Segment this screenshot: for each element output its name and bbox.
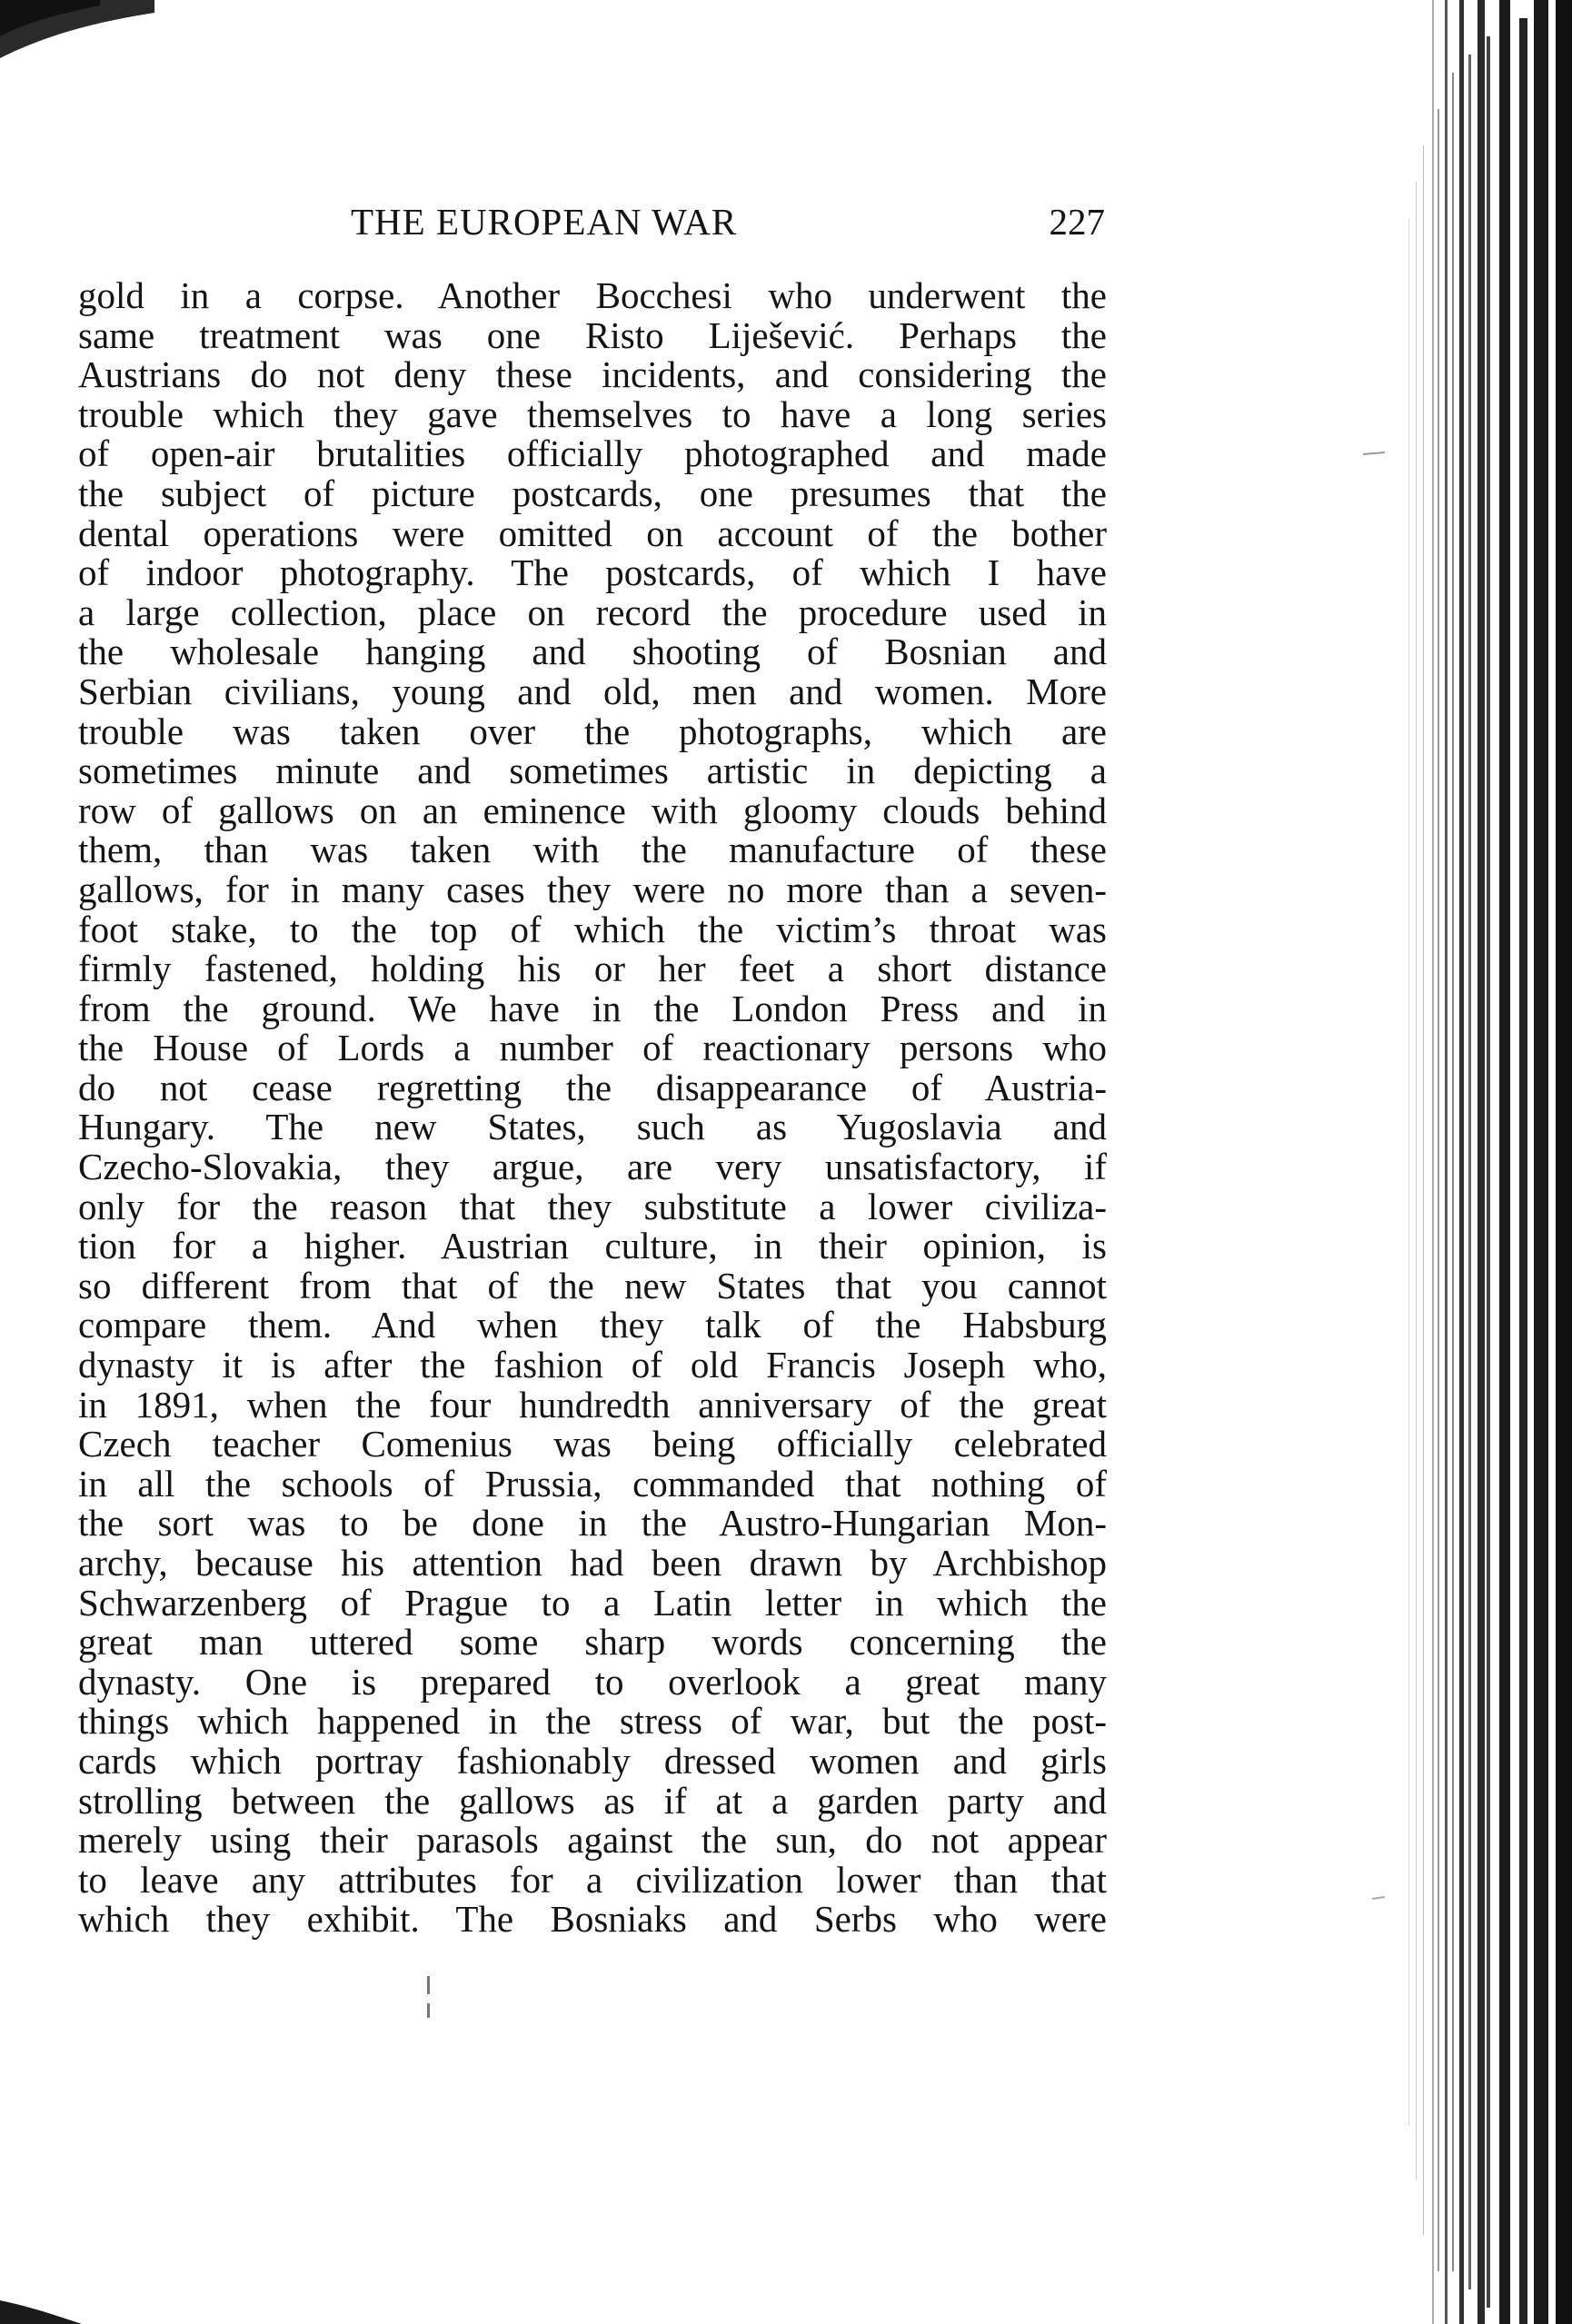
text-line: trouble was taken over the photographs, which are (78, 710, 1107, 752)
text-line: same treatment was one Risto Liješević. Perhaps the (78, 313, 1107, 356)
stray-ink-mark (427, 2003, 430, 2018)
text-line: from the ground. We have in the London Press and in (78, 987, 1107, 1029)
text-line: row of gallows on an eminence with gloomy clouds behind (78, 789, 1107, 831)
text-line: Hungary. The new States, such as Yugoslavia and (78, 1106, 1107, 1148)
text-line: to leave any attributes for a civilization lower than that (78, 1858, 1107, 1901)
text-line: dynasty it is after the fashion of old Francis Joseph who, (78, 1344, 1107, 1386)
text-line: only for the reason that they substitute a lower civiliza- (78, 1185, 1107, 1227)
text-line: dynasty. One is prepared to overlook a great many (78, 1660, 1107, 1703)
running-header (343, 196, 1105, 254)
text-line: Serbian civilians, young and old, men and women. More (78, 670, 1107, 712)
text-line: which they exhibit. The Bosniaks and Serbs who were (78, 1898, 1107, 1941)
text-line: strolling between the gallows as if at a garden party and (78, 1779, 1107, 1822)
text-line: trouble which they gave themselves to have a long series (78, 392, 1107, 435)
text-line: great man uttered some sharp words concerning the (78, 1621, 1107, 1664)
text-line: in 1891, when the four hundredth anniversary of the great (78, 1383, 1107, 1425)
text-line: tion for a higher. Austrian culture, in their opinion, is (78, 1225, 1107, 1267)
text-line: cards which portray fashionably dressed women and girls (78, 1739, 1107, 1782)
running-head-title: THE EUROPEAN WAR (351, 201, 738, 243)
text-line: so different from that of the new States that you cannot (78, 1264, 1107, 1306)
text-line: the sort was to be done in the Austro-Hungarian Mon- (78, 1502, 1107, 1544)
text-line: the wholesale hanging and shooting of Bosnian and (78, 631, 1107, 673)
body-text (78, 276, 1107, 1940)
text-line: Schwarzenberg of Prague to a Latin letter in which the (78, 1581, 1107, 1624)
text-line: in all the schools of Prussia, commanded that nothing of (78, 1462, 1107, 1505)
page-number: 227 (1049, 201, 1105, 243)
text-line: compare them. And when they talk of the Habsburg (78, 1304, 1107, 1346)
text-line: sometimes minute and sometimes artistic in depicting a (78, 750, 1107, 792)
text-line: firmly fastened, holding his or her feet a short distance (78, 948, 1107, 990)
stray-ink-mark (427, 1976, 430, 1994)
text-line: Austrians do not deny these incidents, and considering the (78, 353, 1107, 396)
text-line: Czech teacher Comenius was being officially celebrated (78, 1423, 1107, 1465)
text-line: the House of Lords a number of reactionary persons who (78, 1027, 1107, 1069)
text-line: archy, because his attention had been drawn by Archbishop (78, 1542, 1107, 1584)
text-line: a large collection, place on record the procedure used in (78, 591, 1107, 633)
book-page-edge (1308, 0, 1572, 2324)
text-line: of indoor photography. The postcards, of which I have (78, 551, 1107, 594)
text-line: of open-air brutalities officially photographed and made (78, 432, 1107, 475)
text-line: dental operations were omitted on account of the bother (78, 511, 1107, 554)
text-line: gallows, for in many cases they were no more than a seven- (78, 868, 1107, 910)
text-line: them, than was taken with the manufacture of these (78, 829, 1107, 871)
text-line: gold in a corpse. Another Bocchesi who underwent the (78, 274, 1107, 316)
text-line: the subject of picture postcards, one presumes that the (78, 472, 1107, 514)
text-line: do not cease regretting the disappearance of Austria- (78, 1066, 1107, 1108)
text-line: Czecho-Slovakia, they argue, are very unsatisfactory, if (78, 1146, 1107, 1188)
scan-shadow-bottom-left (0, 2288, 82, 2324)
text-line: foot stake, to the top of which the victim’s throat was (78, 908, 1107, 950)
text-line: things which happened in the stress of war, but the post- (78, 1700, 1107, 1743)
scan-shadow-top-left (0, 0, 154, 64)
text-line: merely using their parasols against the sun, do not appear (78, 1819, 1107, 1862)
